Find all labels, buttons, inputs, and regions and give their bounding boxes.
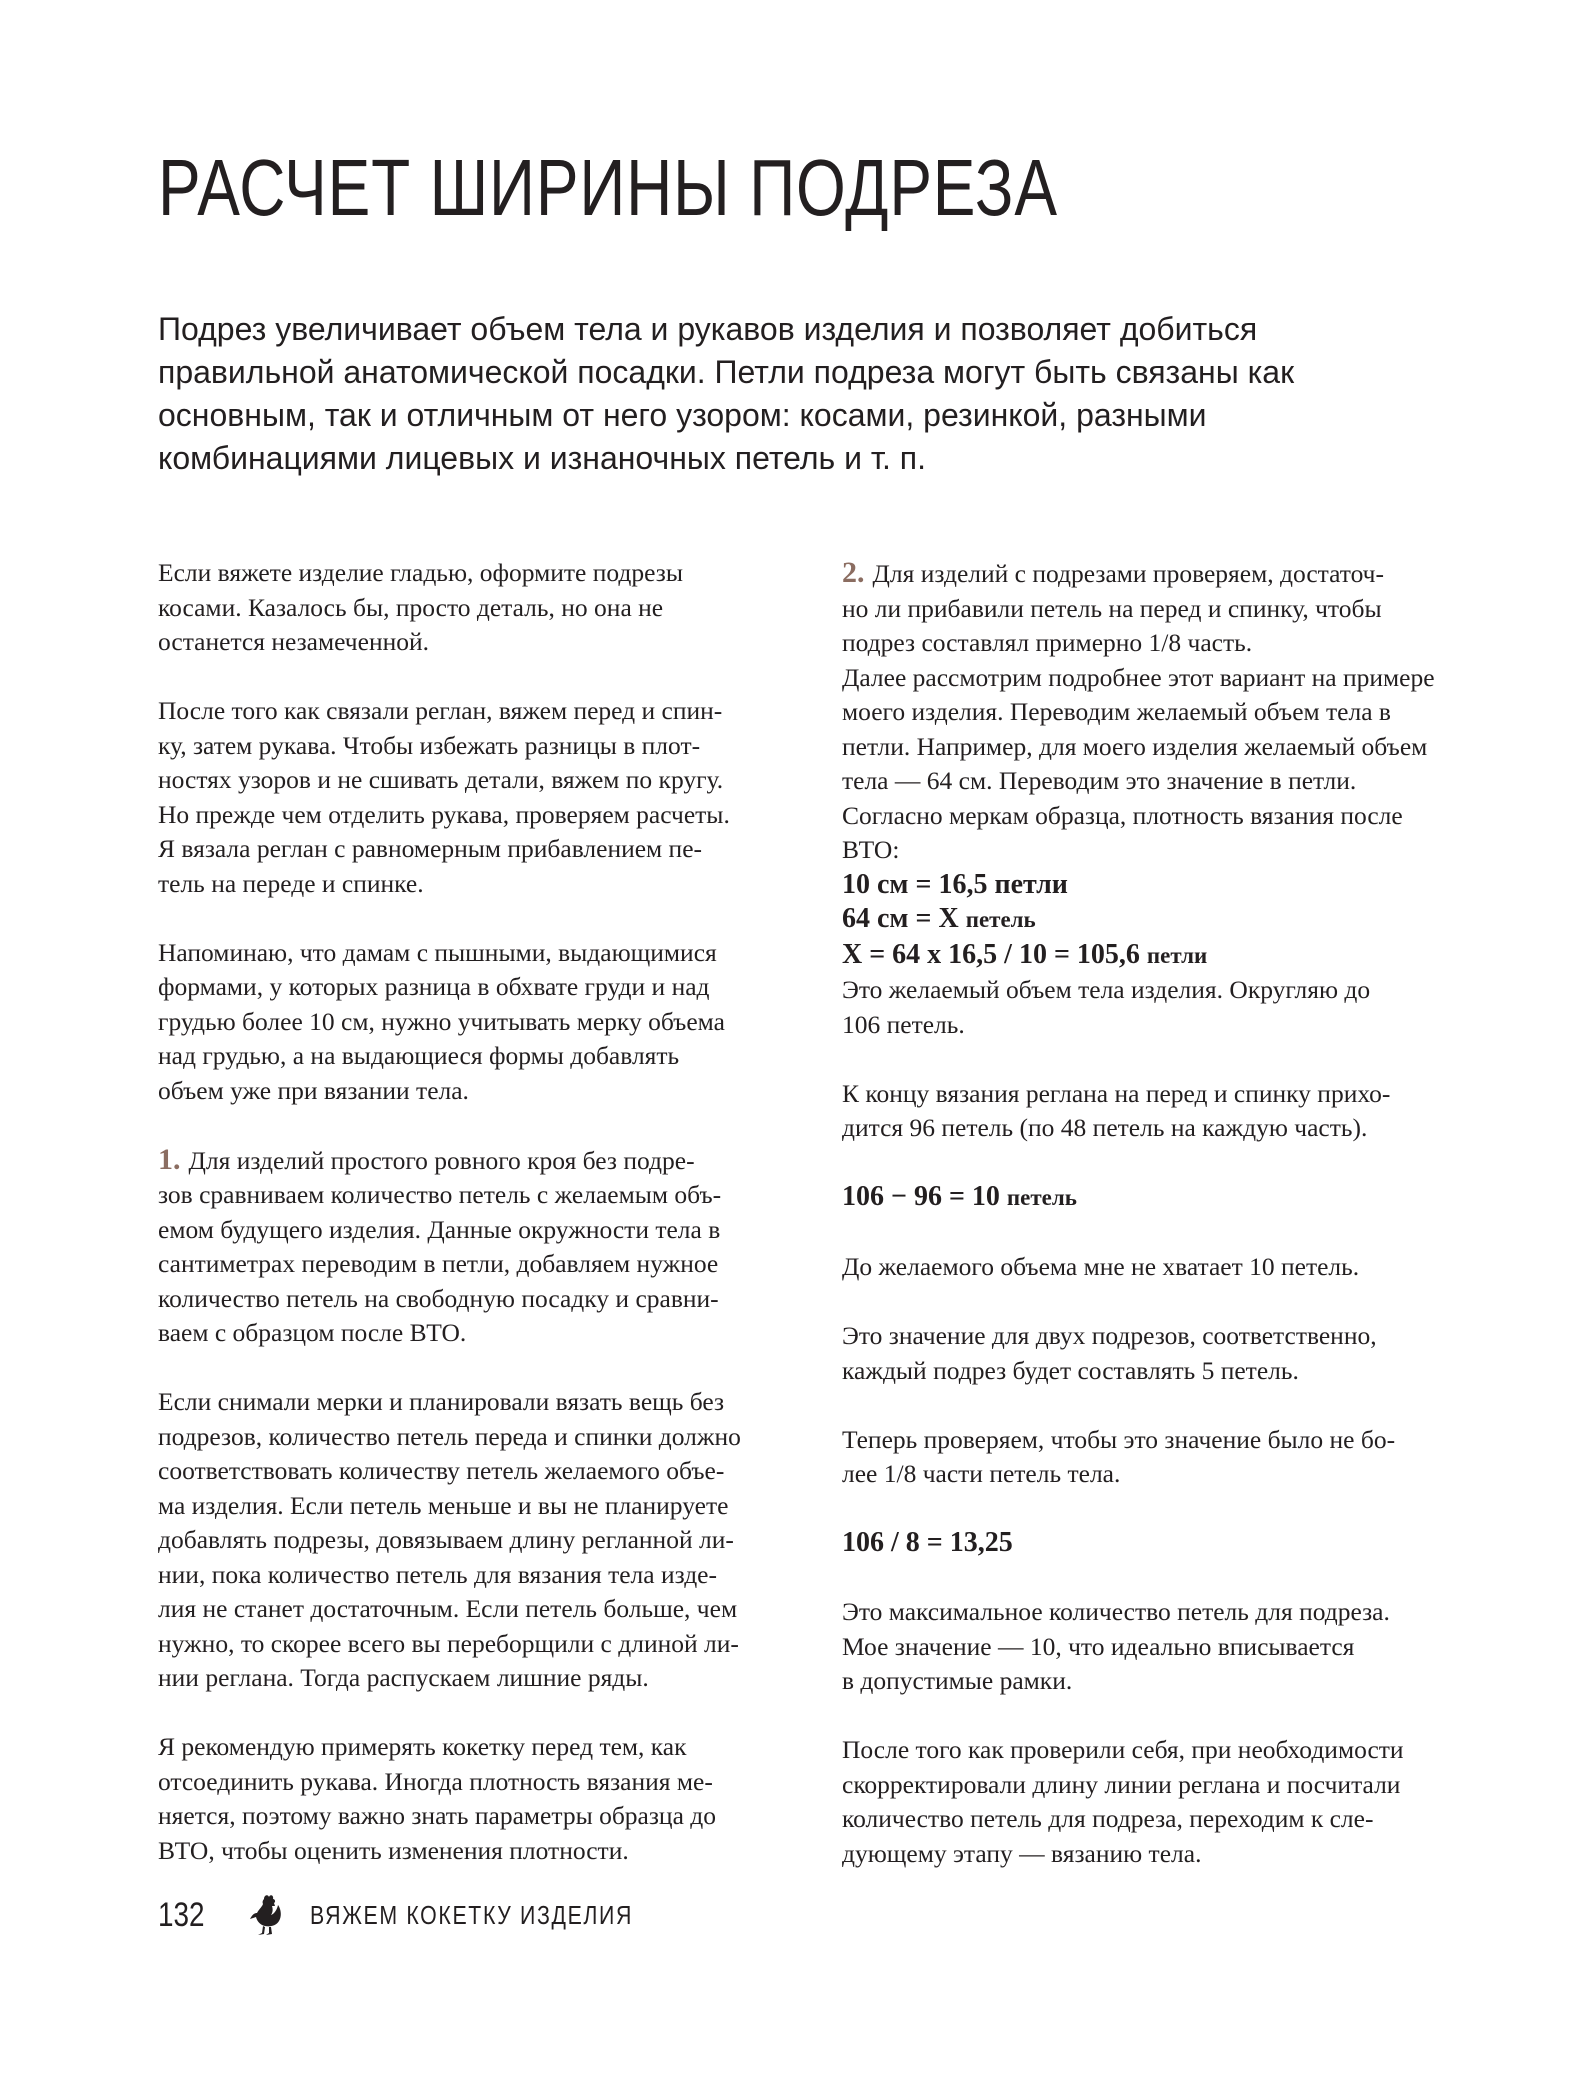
text-line: ВТО:	[842, 835, 900, 864]
text-line: После того как связали реглан, вяжем перед и спин-	[158, 696, 723, 725]
rooster-icon	[244, 1893, 284, 1937]
text-line: ку, затем рукава. Чтобы избежать разницы в плот-	[158, 730, 701, 760]
paragraph	[158, 936, 798, 1109]
text-line: дится 96 петель (по 48 петель на каждую часть).	[842, 1113, 1368, 1142]
text-line: Если снимали мерки и планировали вязать вещь без	[158, 1387, 725, 1416]
text-line: 106 петель.	[842, 1009, 965, 1039]
paragraph	[842, 1423, 1482, 1492]
paragraph	[842, 1077, 1482, 1146]
page-footer	[158, 1892, 704, 1938]
text-line: косами. Казалось бы, просто деталь, но она не	[158, 592, 664, 622]
formula-difference: 106 − 96 = 10 петель	[842, 1181, 1077, 1212]
text-line: каждый подрез будет составлять 5 петель.	[842, 1355, 1299, 1385]
text-line: нужно, то скорее всего вы переборщили с длиной ли-	[158, 1628, 739, 1658]
formula-density: 10 см = 16,5 петли	[842, 868, 1068, 900]
text-line: зов сравниваем количество петель с желаемым объ-	[158, 1180, 722, 1209]
text-line: няется, поэтому важно знать параметры образца до	[158, 1801, 716, 1830]
text-line: подрез составлял примерно 1/8 часть.	[842, 628, 1253, 657]
paragraph	[158, 556, 798, 660]
text-line: После того как проверили себя, при необходимости	[842, 1735, 1404, 1764]
paragraph	[158, 1730, 798, 1868]
text-line: но ли прибавили петель на перед и спинку, чтобы	[842, 593, 1382, 623]
text-line: над грудью, а на выдающиеся формы добавлять	[158, 1041, 680, 1070]
text-line: дующему этапу — вязанию тела.	[842, 1838, 1202, 1868]
running-head: ВЯЖЕМ КОКЕТКУ ИЗДЕЛИЯ	[310, 1899, 634, 1930]
page-number: 132	[158, 1895, 205, 1934]
step-1-paragraph	[158, 1143, 798, 1351]
paragraph	[842, 1595, 1482, 1699]
text-line: Если вяжете изделие гладью, оформите подрезы	[158, 558, 683, 587]
formula-proportion: 64 см = X петель	[842, 903, 1036, 934]
paragraph	[158, 1385, 798, 1696]
text-line: Я вязала реглан с равномерным прибавлением пе-	[158, 834, 703, 863]
text-line: Это максимальное количество петель для подреза.	[842, 1597, 1390, 1626]
text-line: Это значение для двух подрезов, соответственно,	[842, 1321, 1377, 1350]
text-line: нии, пока количество петель для вязания тела изде-	[158, 1559, 717, 1589]
text-line: добавлять подрезы, довязываем длину регланной ли-	[158, 1525, 734, 1554]
text-line: количество петель для подреза, переходим к сле-	[842, 1804, 1374, 1833]
text-line: ма изделия. Если петель меньше и вы не планируете	[158, 1490, 729, 1520]
text-line: К концу вязания реглана на перед и спинку прихо-	[842, 1078, 1391, 1108]
text-line: Согласно меркам образца, плотность вязания после	[842, 800, 1403, 830]
text-line: нии реглана. Тогда распускаем лишние ряды.	[158, 1663, 649, 1692]
formula-calculation: X = 64 x 16,5 / 10 = 105,6 петли	[842, 938, 1208, 970]
left-column	[158, 556, 798, 1903]
text-line: количество петель на свободную посадку и сравни-	[158, 1283, 719, 1313]
text-line: емом будущего изделия. Данные окружности тела в	[158, 1214, 721, 1244]
text-line: До желаемого объема мне не хватает 10 петель.	[842, 1252, 1360, 1281]
step-2-paragraph	[842, 556, 1482, 1042]
text-line: Но прежде чем отделить рукава, проверяем расчеты.	[158, 799, 730, 829]
text-line: петли. Например, для моего изделия желаемый объем	[842, 731, 1428, 761]
text-line: грудью более 10 см, нужно учитывать мерку объема	[158, 1006, 725, 1036]
paragraph	[158, 694, 798, 901]
step-number: 1.	[158, 1142, 181, 1176]
text-line: моего изделия. Переводим желаемый объем тела в	[842, 697, 1391, 726]
text-line: отсоединить рукава. Иногда плотность вязания ме-	[158, 1766, 713, 1796]
text-line: скорректировали длину линии реглана и посчитали	[842, 1769, 1401, 1799]
text-line: лее 1/8 части петель тела.	[842, 1459, 1121, 1488]
text-line: 1. Для изделий простого ровного кроя без подре-	[158, 1142, 695, 1176]
text-line: тела — 64 см. Переводим это значение в петли.	[842, 766, 1357, 795]
text-line: соответствовать количеству петель желаемого объе-	[158, 1456, 725, 1485]
text-line: 2. Для изделий с подрезами проверяем, достаточ-	[842, 556, 1384, 589]
page-title: РАСЧЕТ ШИРИНЫ ПОДРЕЗА	[158, 143, 1058, 232]
step-number: 2.	[842, 556, 865, 589]
formula-division: 106 / 8 = 13,25	[842, 1527, 1013, 1558]
text-line: ваем с образцом после ВТО.	[158, 1318, 467, 1347]
paragraph	[842, 1250, 1482, 1285]
right-column	[842, 556, 1482, 1906]
text-line: подрезов, количество петель переда и спинки должно	[158, 1421, 741, 1451]
paragraph	[842, 1733, 1482, 1871]
text-line: Это желаемый объем тела изделия. Округляю до	[842, 975, 1371, 1004]
text-line: Мое значение — 10, что идеально вписывается	[842, 1631, 1355, 1661]
text-line: Я рекомендую примерять кокетку перед тем, как	[158, 1732, 687, 1761]
text-line: Напоминаю, что дамам с пышными, выдающимися	[158, 937, 717, 967]
text-line: Теперь проверяем, чтобы это значение было не бо-	[842, 1424, 1396, 1454]
text-line: сантиметрах переводим в петли, добавляем нужное	[158, 1249, 719, 1278]
text-line: формами, у которых разница в обхвате груди и над	[158, 972, 710, 1001]
text-line: тель на переде и спинке.	[158, 868, 424, 898]
text-line: Далее рассмотрим подробнее этот вариант на примере	[842, 662, 1435, 692]
step-2-lines	[842, 556, 1482, 868]
text-line: объем уже при вязании тела.	[158, 1075, 469, 1105]
text-line: в допустимые рамки.	[842, 1666, 1073, 1695]
text-line: ВТО, чтобы оценить изменения плотности.	[158, 1835, 629, 1865]
text-line: лия не станет достаточным. Если петель больше, чем	[158, 1594, 738, 1623]
result-lines	[842, 973, 1482, 1042]
text-line: ностях узоров и не сшивать детали, вяжем по кругу.	[158, 765, 724, 794]
text-line: останется незамеченной.	[158, 627, 430, 656]
paragraph	[842, 1319, 1482, 1388]
lead-paragraph: Подрез увеличивает объем тела и рукавов изделия и позволяет добиться правильной анатомической посадки. Петли подреза могут быть связаны как основным, так и отличным от него узором: косами, резинкой, разными комбинациями лицевых и изнаночных петель и т. п.	[158, 311, 1295, 476]
